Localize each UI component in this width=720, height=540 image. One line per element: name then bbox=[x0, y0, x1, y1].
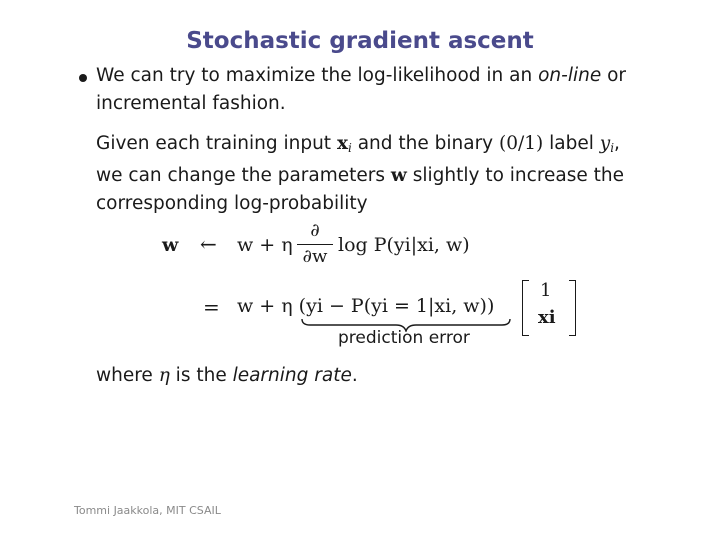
desc-l1-b: and the binary bbox=[351, 133, 499, 154]
description-paragraph bbox=[96, 130, 656, 218]
bullet-paragraph bbox=[96, 62, 656, 118]
lr-text-b: is the bbox=[169, 365, 233, 386]
column-vector bbox=[522, 280, 576, 336]
footer-credit: Tommi Jaakkola, MIT CSAIL bbox=[74, 504, 221, 517]
update-arrow: ← bbox=[200, 232, 217, 256]
vector-top: 1 bbox=[540, 280, 552, 301]
symbol-eta: η bbox=[158, 365, 170, 386]
bullet-icon bbox=[79, 74, 87, 82]
symbol-x: x bbox=[336, 133, 348, 154]
equals-sign: = bbox=[203, 295, 220, 319]
lr-text-c: . bbox=[351, 365, 358, 386]
learning-rate-paragraph bbox=[96, 362, 656, 390]
desc-l1-d: label bbox=[543, 133, 600, 154]
left-bracket bbox=[522, 280, 529, 336]
learning-rate-emphasis: learning rate bbox=[232, 365, 352, 386]
desc-l2-a: we can change the parameters bbox=[96, 165, 391, 186]
bullet-text-a: We can try to maximize the log-likelihood in an bbox=[96, 65, 539, 86]
partial-derivative-fraction bbox=[297, 220, 333, 268]
bullet-emphasis: on-line bbox=[538, 65, 602, 86]
desc-l2-b: slightly to increase the bbox=[406, 165, 625, 186]
equation-lhs: w bbox=[162, 234, 179, 256]
prediction-error-label: prediction error bbox=[338, 328, 470, 348]
lr-text-a: where bbox=[96, 365, 159, 386]
desc-l3: corresponding log-probability bbox=[96, 193, 368, 214]
equation-rhs2: w + η (yi − P(yi = 1|xi, w)) bbox=[237, 295, 495, 317]
partial-numerator: ∂ bbox=[310, 220, 320, 241]
symbol-y: y bbox=[599, 133, 611, 154]
fraction-bar bbox=[297, 244, 333, 245]
bullet-text-b: or bbox=[601, 65, 627, 86]
vector-bottom: xi bbox=[538, 307, 556, 328]
label-range: (0/1) bbox=[499, 133, 544, 154]
equation-rhs1-pre: w + η bbox=[237, 234, 293, 256]
partial-denominator: ∂w bbox=[302, 246, 328, 267]
desc-l1-e: , bbox=[614, 133, 620, 154]
slide-title: Stochastic gradient ascent bbox=[186, 28, 534, 54]
desc-l1-a: Given each training input bbox=[96, 133, 337, 154]
symbol-i-2: i bbox=[610, 141, 615, 155]
symbol-w: w bbox=[390, 165, 407, 186]
equation-rhs1-post: log P(yi|xi, w) bbox=[338, 234, 470, 256]
right-bracket bbox=[569, 280, 576, 336]
bullet-line-2: incremental fashion. bbox=[96, 93, 286, 114]
symbol-i: i bbox=[347, 141, 352, 155]
